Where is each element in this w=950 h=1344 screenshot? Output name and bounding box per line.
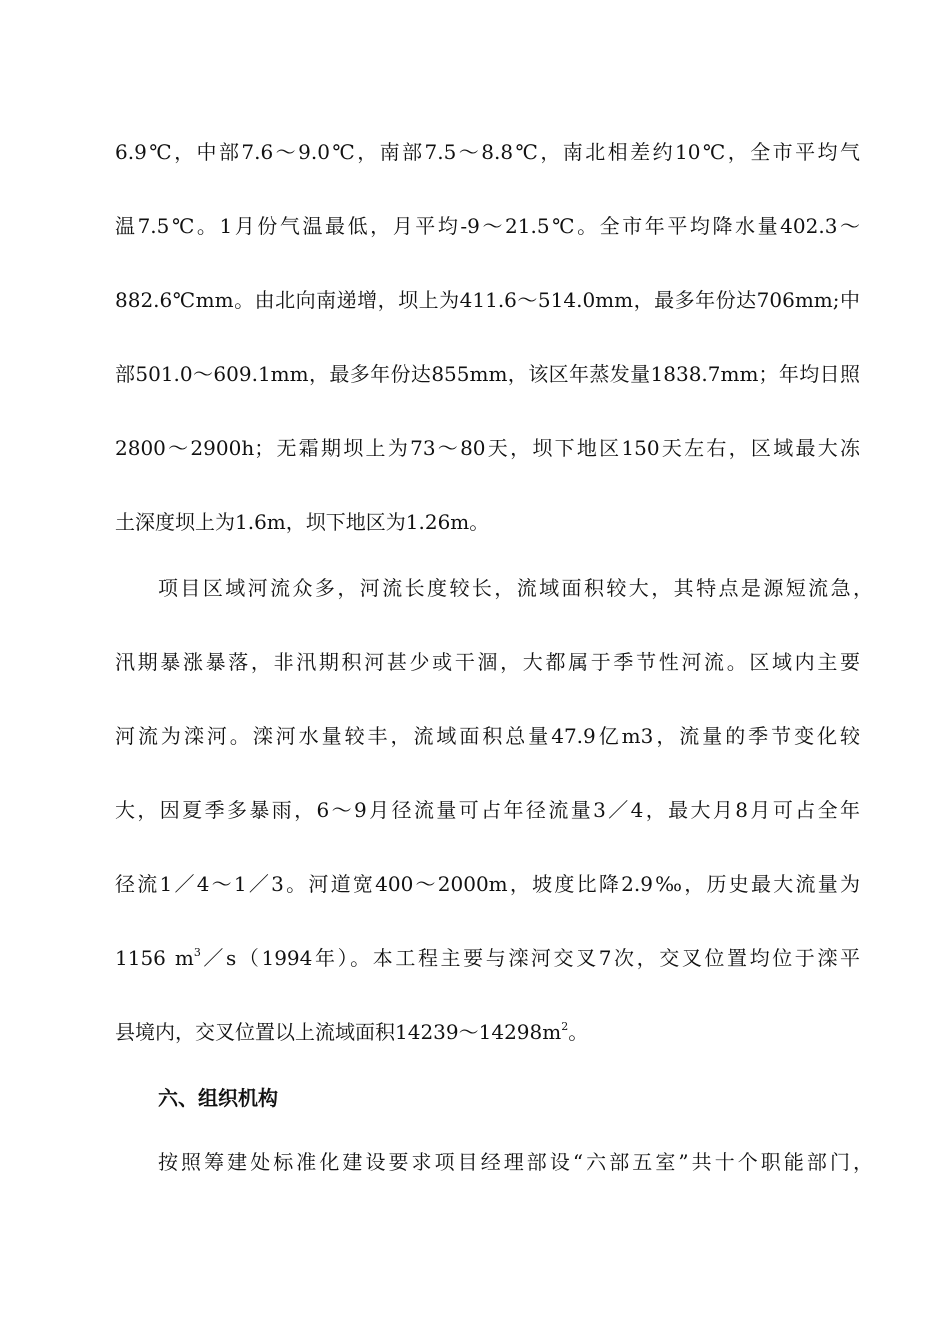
- paragraph-2-line-6: [115, 944, 860, 972]
- basin-area-text: 县境内，交叉位置以上流域面积14239～14298m: [115, 1020, 562, 1044]
- paragraph-1-line-4: 部501.0～609.1mm，最多年份达855mm，该区年蒸发量1838.7mm；年均日照: [115, 362, 860, 386]
- paragraph-3-line-1: 按照筹建处标准化建设要求项目经理部设“六部五室”共十个职能部门，: [158, 1150, 873, 1174]
- section-heading: 六、组织机构: [158, 1086, 278, 1110]
- paragraph-2-line-3: 河流为滦河。滦河水量较丰，流域面积总量47.9亿m3，流量的季节变化较: [115, 724, 860, 748]
- paragraph-2-line-1: 项目区域河流众多，河流长度较长，流域面积较大，其特点是源短流急，: [158, 576, 873, 600]
- paragraph-1-line-5: 2800～2900h；无霜期坝上为73～80天，坝下地区150天左右，区域最大冻: [115, 436, 860, 460]
- paragraph-1-line-3: 882.6℃mm。由北向南递增，坝上为411.6～514.0mm，最多年份达706mm;中: [115, 288, 860, 312]
- superscript-square: 2: [561, 1020, 569, 1033]
- paragraph-1-line-2: 温7.5℃。1月份气温最低，月平均-9～21.5℃。全市年平均降水量402.3～: [115, 214, 860, 238]
- paragraph-2-line-4: 大，因夏季多暴雨，6～9月径流量可占年径流量3／4，最大月8月可占全年: [115, 798, 860, 822]
- paragraph-2-line-7: [115, 1018, 860, 1046]
- paragraph-2-line-5: 径流1／4～1／3。河道宽400～2000m，坡度比降2.9‰，历史最大流量为: [115, 872, 860, 896]
- basin-area-end: 。: [568, 1020, 589, 1044]
- flow-unit-text: ／s（1994年）。本工程主要与滦河交叉7次，交叉位置均位于滦平: [200, 946, 860, 970]
- paragraph-1-line-6: 土深度坝上为1.6m，坝下地区为1.26m。: [115, 510, 490, 534]
- flow-value-text: 1156 m: [115, 946, 194, 970]
- superscript-cubic: 3: [193, 946, 201, 959]
- paragraph-1-line-1: 6.9℃，中部7.6～9.0℃，南部7.5～8.8℃，南北相差约10℃，全市平均气: [115, 140, 860, 164]
- paragraph-2-line-2: 汛期暴涨暴落，非汛期积河甚少或干涸，大都属于季节性河流。区域内主要: [115, 650, 860, 674]
